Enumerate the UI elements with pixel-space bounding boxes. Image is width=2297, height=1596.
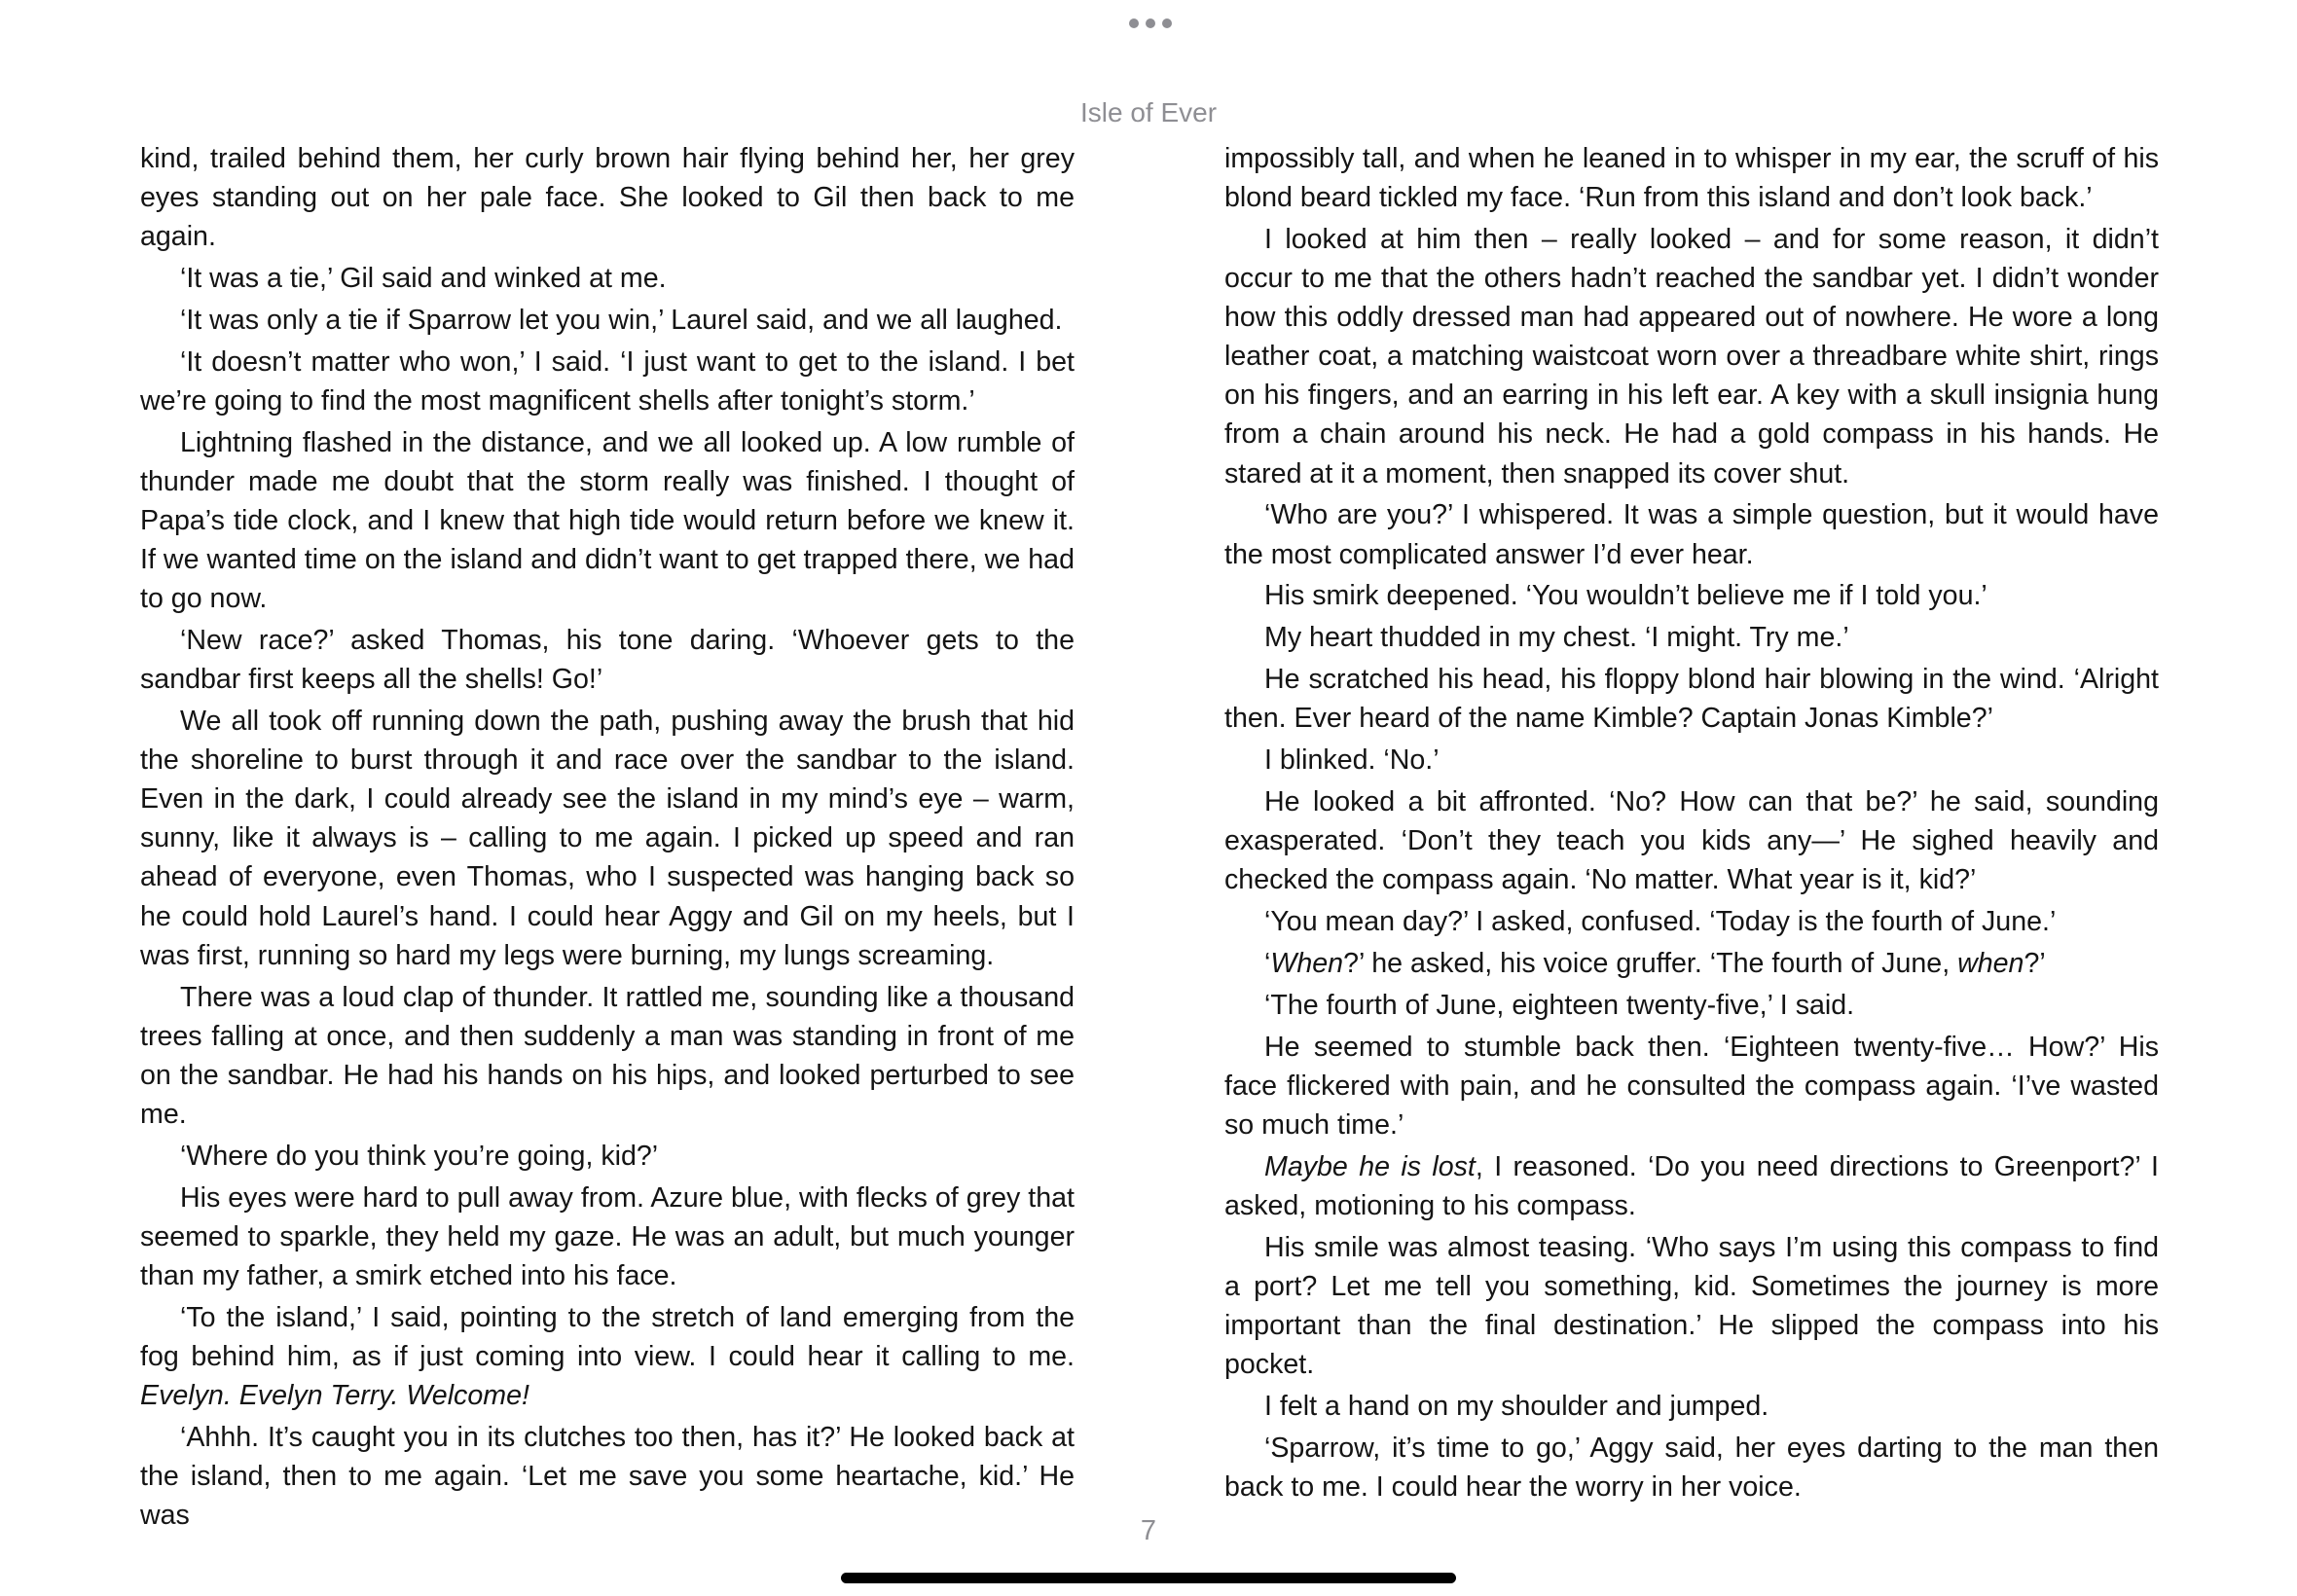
- text-run: We all took off running down the path, pushing away the brush that hid the shoreline to burst through it and race over the sandbar to the island. Even in the dark, I could already see the island in my mind’s eye – warm, sunny, like it always is – calling to me again. I picked up speed and ran ahead of everyone, even Thomas, who I suspected was hanging back so he could hold Laurel’s hand. I could hear Aggy and Gil on my heels, but I was first, running so hard my legs were burning, my lungs screaming.: [140, 706, 1075, 971]
- paragraph: [140, 259, 1075, 298]
- paragraph: [140, 978, 1075, 1134]
- italic-text: When: [1270, 948, 1344, 980]
- text-run: ‘Sparrow, it’s time to go,’ Aggy said, her eyes darting to the man then back to me. I could hear the worry in her voice.: [1224, 1432, 2159, 1504]
- text-run: , I reasoned. ‘Do you need directions to Greenport?’ I asked, motioning to his compass.: [1224, 1150, 2159, 1221]
- paragraph: [140, 1179, 1075, 1295]
- text-run: He seemed to stumble back then. ‘Eighteen twenty-five… How?’ His face flickered with pain, and he consulted the compass again. ‘I’ve wasted so much time.’: [1224, 1031, 2159, 1142]
- text-run: ‘It was only a tie if Sparrow let you win,’ Laurel said, and we all laughed.: [180, 304, 1063, 336]
- paragraph: [1224, 618, 2159, 657]
- dot: [1162, 18, 1172, 28]
- home-indicator[interactable]: [841, 1573, 1456, 1583]
- text-run: His smile was almost teasing. ‘Who says I’m using this compass to find a port? Let me tell you something, kid. Sometimes the journey is more important than the final destination.’ He slipped the compass into his pocket.: [1224, 1231, 2159, 1381]
- text-run: ?’: [2024, 948, 2046, 980]
- paragraph: [1224, 1228, 2159, 1384]
- text-run: I blinked. ‘No.’: [1264, 744, 1440, 777]
- paragraph: [140, 1298, 1075, 1415]
- text-run: ‘It doesn’t matter who won,’ I said. ‘I just want to get to the island. I bet we’re going to find the most magnificent shells after tonight’s storm.’: [140, 345, 1075, 417]
- more-options-icon[interactable]: [1129, 12, 1172, 35]
- paragraph: [1224, 1147, 2159, 1225]
- text-run: ‘Where do you think you’re going, kid?’: [180, 1140, 659, 1172]
- italic-text: when: [1957, 948, 2024, 980]
- paragraph: [1224, 1028, 2159, 1144]
- italic-text: Evelyn. Evelyn Terry. Welcome!: [140, 1379, 529, 1411]
- paragraph: [140, 139, 1075, 256]
- text-run: There was a loud clap of thunder. It rattled me, sounding like a thousand trees falling at once, and then suddenly a man was standing in front of me on the sandbar. He had his hands on his hips, and looked perturbed to see me.: [140, 981, 1075, 1130]
- paragraph: [1224, 576, 2159, 615]
- text-run: ‘It was a tie,’ Gil said and winked at me.: [180, 263, 667, 295]
- paragraph: [1224, 1387, 2159, 1426]
- paragraph: [1224, 944, 2159, 983]
- text-run: ‘: [1264, 948, 1271, 980]
- text-run: His eyes were hard to pull away from. Azure blue, with flecks of grey that seemed to sparkle, they held my gaze. He was an adult, but much younger than my father, a smirk etched into his face.: [140, 1181, 1075, 1291]
- text-run: My heart thudded in my chest. ‘I might. Try me.’: [1264, 622, 1849, 654]
- paragraph: [140, 621, 1075, 699]
- paragraph: [1224, 782, 2159, 899]
- paragraph: [1224, 1429, 2159, 1506]
- text-run: kind, trailed behind them, her curly brown hair flying behind her, her grey eyes standing out on her pale face. She looked to Gil then back to me again.: [140, 143, 1075, 253]
- paragraph: [1224, 741, 2159, 780]
- text-run: I felt a hand on my shoulder and jumped.: [1264, 1391, 1769, 1423]
- text-run: His smirk deepened. ‘You wouldn’t believe me if I told you.’: [1264, 580, 1987, 612]
- text-run: ‘Ahhh. It’s caught you in its clutches too then, has it?’ He looked back at the island, then to me again. ‘Let me save you some heartache, kid.’ He was: [140, 1421, 1075, 1531]
- dot: [1146, 18, 1155, 28]
- text-run: Lightning flashed in the distance, and we all looked up. A low rumble of thunder made me doubt that the storm really was finished. I thought of Papa’s tide clock, and I knew that high tide would return before we knew it. If we wanted time on the island and didn’t want to get trapped there, we had to go now.: [140, 426, 1075, 615]
- text-run: ?’ he asked, his voice gruffer. ‘The fourth of June,: [1343, 948, 1958, 980]
- paragraph: [140, 1137, 1075, 1176]
- paragraph: [1224, 220, 2159, 493]
- paragraph: [140, 423, 1075, 618]
- text-run: I looked at him then – really looked – and for some reason, it didn’t occur to me that the others hadn’t reached the sandbar yet. I didn’t wonder how this oddly dressed man had appeared out of nowhere. He wore a long leather coat, a matching waistcoat worn over a threadbare white shirt, rings on his fingers, and an earring in his left ear. A key with a skull insignia hung from a chain around his neck. He had a gold compass in his hands. He stared at it a moment, then snapped its cover shut.: [1224, 223, 2159, 490]
- paragraph: [140, 301, 1075, 340]
- paragraph: [1224, 986, 2159, 1025]
- paragraph: [1224, 902, 2159, 941]
- text-run: impossibly tall, and when he leaned in to whisper in my ear, the scruff of his blond beard tickled my face. ‘Run from this island and don’t look back.’: [1224, 143, 2159, 214]
- text-run: ‘To the island,’ I said, pointing to the stretch of land emerging from the fog behind him, as if just coming into view. I could hear it calling to me.: [140, 1301, 1075, 1372]
- text-run: ‘Who are you?’ I whispered. It was a simple question, but it would have the most complicated answer I’d ever hear.: [1224, 499, 2159, 570]
- text-run: He scratched his head, his floppy blond hair blowing in the wind. ‘Alright then. Ever heard of the name Kimble? Captain Jonas Kimble?’: [1224, 664, 2159, 735]
- paragraph: [1224, 660, 2159, 738]
- page-number: 7: [1140, 1515, 1157, 1546]
- text-run: ‘New race?’ asked Thomas, his tone daring. ‘Whoever gets to the sandbar first keeps all the shells! Go!’: [140, 625, 1075, 696]
- book-title[interactable]: Isle of Ever: [1079, 97, 1218, 127]
- paragraph: [1224, 139, 2159, 217]
- dot: [1129, 18, 1139, 28]
- italic-text: Maybe he is lost: [1264, 1150, 1476, 1182]
- paragraph: [140, 343, 1075, 420]
- text-run: ‘The fourth of June, eighteen twenty-five,’ I said.: [1264, 989, 1855, 1021]
- text-run: ‘You mean day?’ I asked, confused. ‘Today is the fourth of June.’: [1264, 906, 2057, 938]
- right-page-text: [1224, 139, 2159, 1509]
- text-run: He looked a bit affronted. ‘No? How can that be?’ he said, sounding exasperated. ‘Don’t they teach you kids any—’ He sighed heavily and checked the compass again. ‘No matter. What year is it, kid?’: [1224, 786, 2159, 896]
- paragraph: [140, 702, 1075, 975]
- paragraph: [1224, 495, 2159, 573]
- left-page-text: [140, 139, 1075, 1538]
